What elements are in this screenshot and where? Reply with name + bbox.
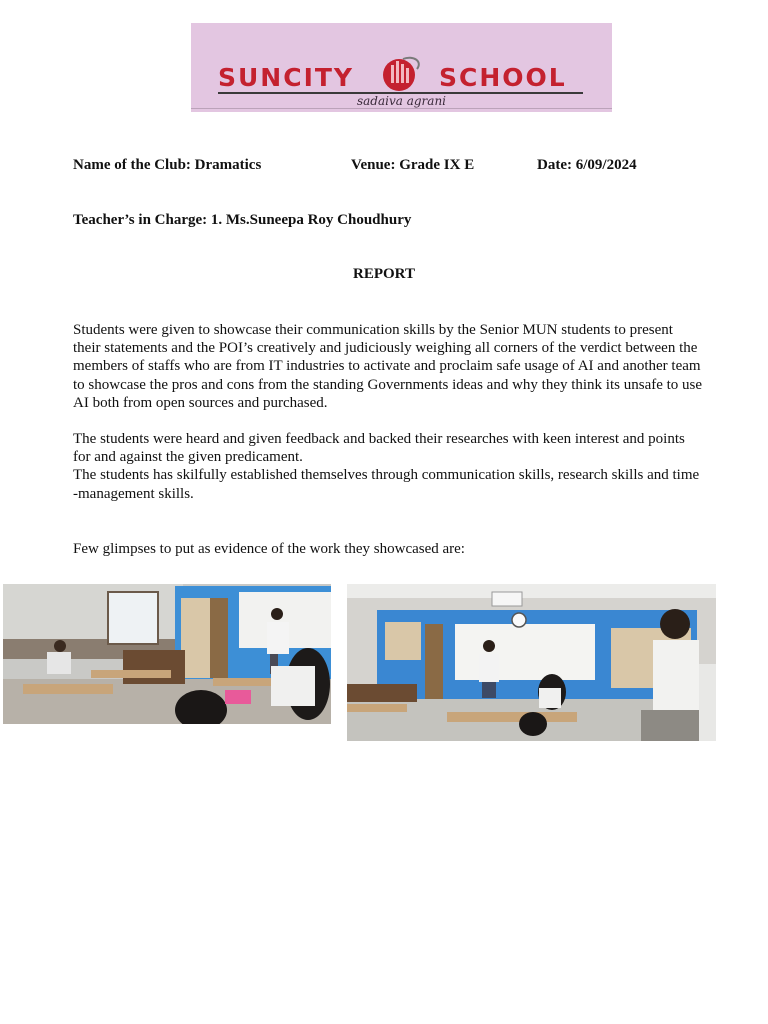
report-paragraph-2b: The students has skilfully established themselves through communication skills, research skills and time -management skills. [73,467,700,502]
logo-text-left: SUNCITY [218,63,355,92]
school-logo-banner [191,23,612,112]
report-paragraph-3: Few glimpses to put as evidence of the work they showcased are: [73,541,465,557]
photo-image [347,584,716,741]
club-name: Name of the Club: Dramatics [73,157,262,173]
logo-tagline: sadaiva agrani [356,94,447,108]
banner-underline [191,108,612,109]
logo-text-right: SCHOOL [439,63,567,92]
report-title: REPORT [353,266,415,282]
photo-image [3,584,331,724]
date: Date: 6/09/2024 [537,157,637,173]
teacher-in-charge: Teacher’s in Charge: 1. Ms.Suneepa Roy Choudhury [73,212,412,228]
school-emblem-icon [379,55,423,93]
classroom-photo-1 [3,584,331,724]
report-paragraph-2 [73,430,703,503]
report-paragraph-2a: The students were heard and given feedback and backed their researches with keen interest and points for and against the given predicament. [73,431,685,466]
classroom-photo-2 [347,584,716,741]
venue: Venue: Grade IX E [351,157,475,173]
report-paragraph-1: Students were given to showcase their communication skills by the Senior MUN students to present their statements and the POI’s creatively and judiciously weighing all corners of the verdict between the members of staffs who are from IT industries to activate and proclaim safe usage of AI and another team to showcase the pros and cons from the standing Governments ideas and why they think its unsafe to use AI both from open sources and purchased. [73,322,703,411]
